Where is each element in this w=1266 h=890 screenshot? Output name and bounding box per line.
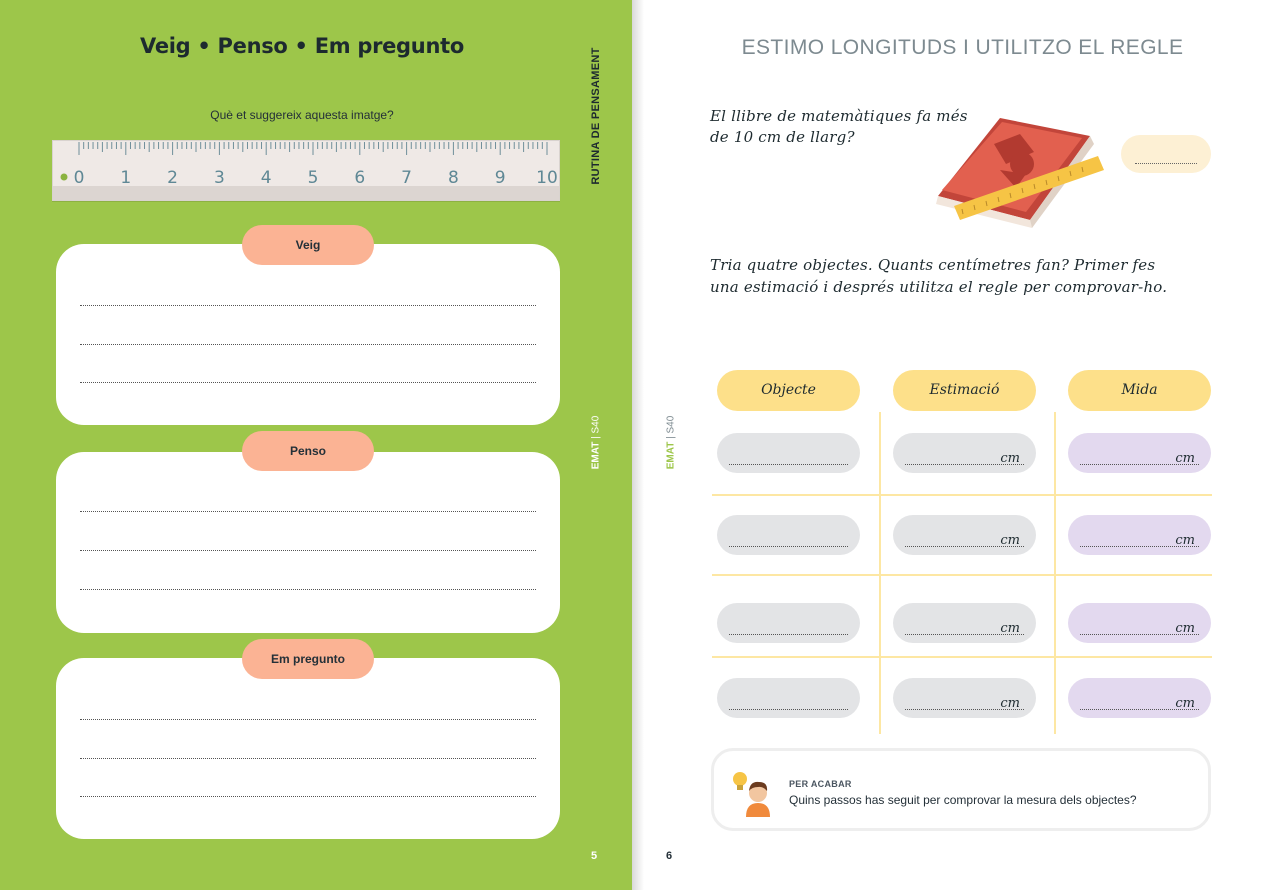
ruler-label: 5 bbox=[307, 168, 319, 188]
answer-line[interactable] bbox=[80, 758, 536, 759]
measure-field[interactable] bbox=[1068, 433, 1211, 473]
brand-mark-left: EMAT | S40 bbox=[590, 415, 602, 470]
page-title: Veig • Penso • Em pregunto bbox=[140, 34, 464, 58]
ruler-label: 1 bbox=[120, 168, 132, 188]
ruler-label: 0 bbox=[73, 168, 85, 188]
section-pill-see: Veig bbox=[242, 225, 374, 265]
table-divider bbox=[712, 574, 1212, 576]
ruler-label: 7 bbox=[401, 168, 413, 188]
unit-label: cm bbox=[1000, 621, 1020, 636]
answer-line[interactable] bbox=[80, 305, 536, 306]
unit-label: cm bbox=[1175, 451, 1195, 466]
object-field[interactable] bbox=[717, 603, 860, 643]
answer-line bbox=[1135, 163, 1197, 164]
brand-code: S40 bbox=[665, 415, 677, 434]
unit-label: cm bbox=[1175, 696, 1195, 711]
estimate-field[interactable] bbox=[893, 515, 1036, 555]
answer-line[interactable] bbox=[80, 382, 536, 383]
answer-line[interactable] bbox=[80, 589, 536, 590]
unit-label: cm bbox=[1000, 533, 1020, 548]
ruler-image bbox=[52, 140, 560, 201]
ruler-dot bbox=[61, 174, 68, 181]
estimate-field[interactable] bbox=[893, 603, 1036, 643]
answer-line[interactable] bbox=[80, 344, 536, 345]
page-number-left: 5 bbox=[591, 850, 598, 862]
ruler-scale bbox=[53, 141, 561, 202]
finish-question: Quins passos has seguit per comprovar la mesura dels objectes? bbox=[789, 793, 1137, 807]
measure-field[interactable] bbox=[1068, 515, 1211, 555]
object-field[interactable] bbox=[717, 433, 860, 473]
ruler-label: 9 bbox=[494, 168, 506, 188]
card-wonder bbox=[56, 658, 560, 839]
answer-line[interactable] bbox=[80, 796, 536, 797]
finish-box bbox=[711, 748, 1211, 831]
table-divider bbox=[879, 412, 881, 734]
spine-shadow bbox=[632, 0, 644, 890]
routine-side-label: RUTINA DE PENSAMENT bbox=[590, 47, 602, 185]
page-number-right: 6 bbox=[666, 850, 673, 862]
estimate-field[interactable] bbox=[893, 433, 1036, 473]
ruler-label: 6 bbox=[354, 168, 366, 188]
unit-label: cm bbox=[1175, 621, 1195, 636]
answer-line[interactable] bbox=[80, 511, 536, 512]
left-page bbox=[0, 0, 632, 890]
ruler-label: 4 bbox=[260, 168, 272, 188]
lightbulb-kid-icon bbox=[728, 767, 776, 817]
brand-name: EMAT bbox=[590, 441, 602, 470]
object-field[interactable] bbox=[717, 678, 860, 718]
page-title: ESTIMO LONGITUDS I UTILITZO EL REGLE bbox=[741, 36, 1184, 59]
question-objects: Tria quatre objectes. Quants centímetres fan? Primer fes una estimació i després utilitza el regle per comprovar-ho. bbox=[710, 256, 1168, 296]
measure-field[interactable] bbox=[1068, 603, 1211, 643]
finish-heading: PER ACABAR bbox=[789, 779, 852, 789]
brand-code: S40 bbox=[590, 415, 602, 434]
ruler-label: 10 bbox=[536, 168, 558, 188]
answer-line[interactable] bbox=[80, 719, 536, 720]
ruler-label: 8 bbox=[447, 168, 459, 188]
unit-label: cm bbox=[1175, 533, 1195, 548]
image-prompt: Què et suggereix aquesta imatge? bbox=[210, 108, 394, 122]
question-book: El llibre de matemàtiques fa més de 10 cm de llarg? bbox=[710, 107, 968, 146]
card-think bbox=[56, 452, 560, 633]
table-divider bbox=[712, 656, 1212, 658]
ruler-label: 2 bbox=[167, 168, 179, 188]
section-pill-wonder: Em pregunto bbox=[242, 639, 374, 679]
estimate-field[interactable] bbox=[893, 678, 1036, 718]
section-pill-think: Penso bbox=[242, 431, 374, 471]
brand-mark-right: EMAT | S40 bbox=[665, 415, 677, 470]
measure-field[interactable] bbox=[1068, 678, 1211, 718]
header-estimate: Estimació bbox=[893, 370, 1036, 411]
object-field[interactable] bbox=[717, 515, 860, 555]
table-divider bbox=[1054, 412, 1056, 734]
unit-label: cm bbox=[1000, 451, 1020, 466]
brand-name: EMAT bbox=[665, 441, 677, 470]
unit-label: cm bbox=[1000, 696, 1020, 711]
table-divider bbox=[712, 494, 1212, 496]
header-object: Objecte bbox=[717, 370, 860, 411]
header-measure: Mida bbox=[1068, 370, 1211, 411]
ruler-label: 3 bbox=[213, 168, 225, 188]
math-book-illustration bbox=[930, 108, 1110, 233]
answer-field-book[interactable] bbox=[1121, 135, 1211, 173]
card-see bbox=[56, 244, 560, 425]
answer-line[interactable] bbox=[80, 550, 536, 551]
